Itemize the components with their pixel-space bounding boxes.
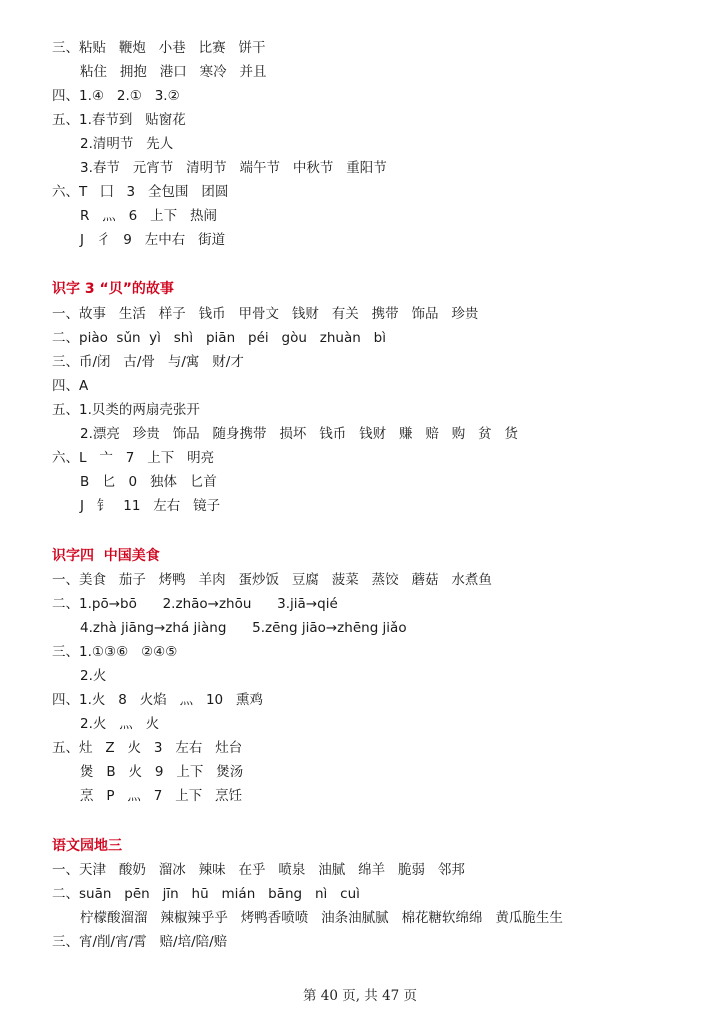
answer-line: B 匕 0 独体 匕首 — [80, 474, 217, 490]
answer-line: 二、piào sǔn yì shì piān péi gòu zhuàn bì — [52, 330, 386, 346]
answer-line: 一、天津 酸奶 溜冰 辣味 在乎 喷泉 油腻 绵羊 脆弱 邻邦 — [52, 862, 465, 878]
answer-line: 三、粘贴 鞭炮 小巷 比赛 饼干 — [52, 40, 266, 56]
answer-line: 四、A — [52, 378, 89, 394]
answer-line: 一、美食 茄子 烤鸭 羊肉 蛋炒饭 豆腐 菠菜 蒸饺 蘑菇 水煮鱼 — [52, 572, 492, 588]
answer-line: 五、1.春节到 贴窗花 — [52, 112, 186, 128]
answer-line: 五、1.贝类的两扇壳张开 — [52, 402, 200, 418]
answer-line: 烹 P 灬 7 上下 烹饪 — [80, 788, 243, 804]
answer-line: 四、1.火 8 火焰 灬 10 熏鸡 — [52, 692, 264, 708]
answer-line: 六、L 亠 7 上下 明亮 — [52, 450, 215, 466]
answer-line: 2.火 灬 火 — [80, 716, 160, 732]
answer-line: 2.火 — [80, 668, 107, 684]
answer-line: 2.漂亮 珍贵 饰品 随身携带 损坏 钱币 钱财 赚 赔 购 贫 货 — [80, 426, 518, 442]
section-heading-shizi3: 识字 3 “贝”的故事 — [52, 281, 174, 297]
answer-line: 三、1.①③⑥ ②④⑤ — [52, 644, 178, 660]
answer-line: 4.zhà jiāng→zhá jiàng 5.zēng jiāo→zhēng jiǎo — [80, 620, 407, 636]
answer-line: J 钅 11 左右 镜子 — [80, 498, 221, 514]
answer-line: 一、故事 生活 样子 钱币 甲骨文 钱财 有关 携带 饰品 珍贵 — [52, 306, 479, 322]
answer-line: 2.清明节 先人 — [80, 136, 174, 152]
answer-line: J 彳 9 左中右 街道 — [80, 232, 226, 248]
answer-line: 三、币/闭 古/骨 与/寓 财/才 — [52, 354, 244, 370]
answer-line: 粘住 拥抱 港口 寒冷 并且 — [80, 64, 267, 80]
answer-line: 五、灶 Z 火 3 左右 灶台 — [52, 740, 243, 756]
answer-line: R 灬 6 上下 热闹 — [80, 208, 217, 224]
answer-line: 煲 B 火 9 上下 煲汤 — [80, 764, 244, 780]
section-heading-yuwen3: 语文园地三 — [52, 838, 122, 854]
answer-line: 六、T 囗 3 全包围 团圆 — [52, 184, 229, 200]
answer-line: 柠檬酸溜溜 辣椒辣乎乎 烤鸭香喷喷 油条油腻腻 棉花糖软绵绵 黄瓜脆生生 — [80, 910, 563, 926]
answer-line: 四、1.④ 2.① 3.② — [52, 88, 180, 104]
page-number-footer: 第 40 页, 共 47 页 — [302, 988, 418, 1004]
answer-line: 三、宵/削/宵/霄 赔/培/陪/赔 — [52, 934, 228, 950]
section-heading-shizi4: 识字四 中国美食 — [52, 548, 160, 564]
answer-line: 3.春节 元宵节 清明节 端午节 中秋节 重阳节 — [80, 160, 387, 176]
answer-line: 二、1.pō→bō 2.zhāo→zhōu 3.jiā→qié — [52, 596, 338, 612]
answer-line: 二、suān pēn jīn hū mián bāng nì cuì — [52, 886, 360, 902]
